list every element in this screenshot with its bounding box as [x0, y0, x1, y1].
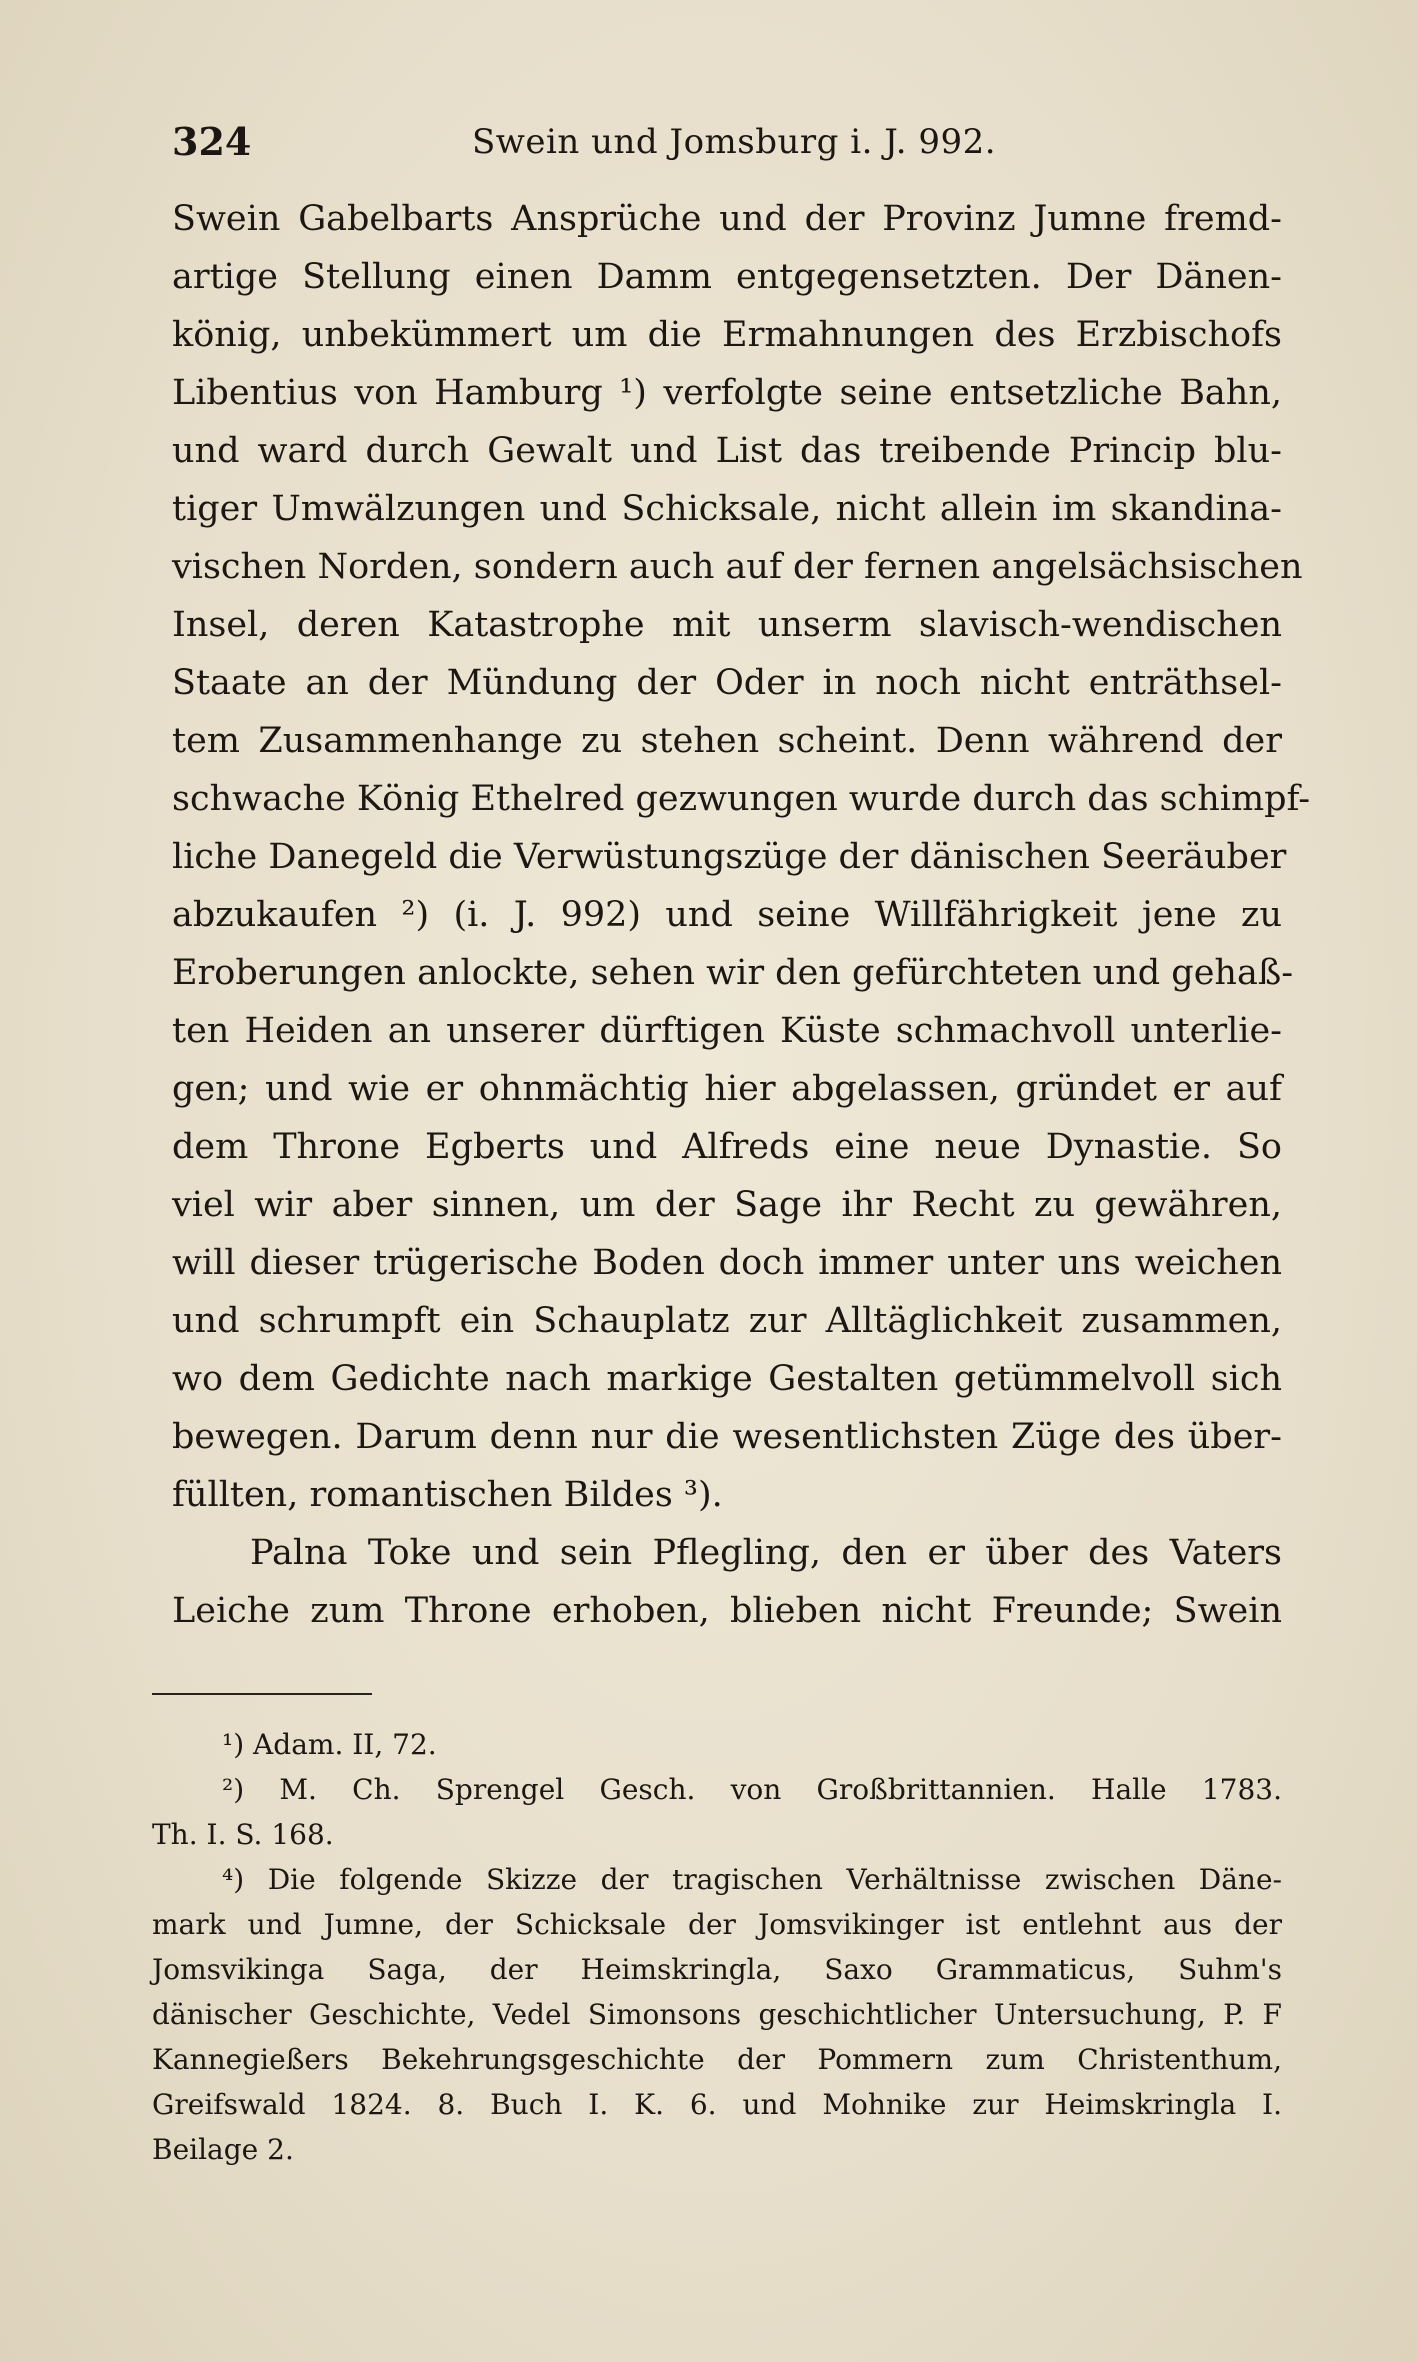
footnote-line: ¹) Adam. II, 72.	[222, 1728, 437, 1761]
footnote-line: Th. I. S. 168.	[152, 1818, 334, 1851]
footnote-line: Kannegießers Bekehrungsgeschichte der Pommern zum Christenthum,	[152, 2043, 1282, 2076]
body-text	[172, 190, 1311, 1640]
page-number: 324	[172, 119, 252, 164]
text-line: Eroberungen anlockte, sehen wir den gefürchteten und gehaß-	[172, 953, 1294, 993]
text-line: abzukaufen ²) (i. J. 992) und seine Willfährigkeit jene zu	[172, 895, 1282, 935]
footnote-rule	[152, 1693, 372, 1695]
text-line: artige Stellung einen Damm entgegensetzten. Der Dänen-	[172, 257, 1282, 297]
footnote-line: Beilage 2.	[152, 2133, 294, 2166]
text-line: vischen Norden, sondern auch auf der fernen angelsächsischen	[172, 547, 1303, 587]
footnote-line: dänischer Geschichte, Vedel Simonsons geschichtlicher Untersuchung, P. F	[152, 1998, 1282, 2031]
text-line: tiger Umwälzungen und Schicksale, nicht allein im skandina-	[172, 489, 1282, 529]
text-line: füllten, romantischen Bildes ³).	[172, 1475, 723, 1515]
running-title: Swein und Jomsburg i. J. 992.	[472, 122, 997, 162]
text-line: wo dem Gedichte nach markige Gestalten getümmelvoll sich	[172, 1359, 1282, 1399]
text-line: Swein Gabelbarts Ansprüche und der Provinz Jumne fremd-	[172, 199, 1282, 239]
text-line: bewegen. Darum denn nur die wesentlichsten Züge des über-	[172, 1417, 1282, 1457]
footnote-line: ²) M. Ch. Sprengel Gesch. von Großbrittannien. Halle 1783.	[222, 1773, 1282, 1806]
text-line: Insel, deren Katastrophe mit unserm slavisch-wendischen	[172, 605, 1282, 645]
text-line: gen; und wie er ohnmächtig hier abgelassen, gründet er auf	[172, 1069, 1282, 1109]
text-line: Leiche zum Throne erhoben, blieben nicht Freunde; Swein	[172, 1591, 1282, 1631]
text-line: ten Heiden an unserer dürftigen Küste schmachvoll unterlie-	[172, 1011, 1282, 1051]
footnote-line: Greifswald 1824. 8. Buch I. K. 6. und Mohnike zur Heimskringla I.	[152, 2088, 1282, 2121]
footnote-line: Jomsvikinga Saga, der Heimskringla, Saxo Grammaticus, Suhm's	[152, 1953, 1282, 1986]
text-line: schwache König Ethelred gezwungen wurde durch das schimpf-	[172, 779, 1311, 819]
text-line: liche Danegeld die Verwüstungszüge der dänischen Seeräuber	[172, 837, 1287, 877]
text-line: Palna Toke und sein Pflegling, den er über des Vaters	[250, 1533, 1282, 1573]
text-line: dem Throne Egberts und Alfreds eine neue Dynastie. So	[172, 1127, 1282, 1167]
text-line: Libentius von Hamburg ¹) verfolgte seine entsetzliche Bahn,	[172, 373, 1282, 413]
text-line: und ward durch Gewalt und List das treibende Princip blu-	[172, 431, 1282, 471]
running-head	[172, 112, 1282, 172]
text-line: könig, unbekümmert um die Ermahnungen des Erzbischofs	[172, 315, 1282, 355]
text-line: viel wir aber sinnen, um der Sage ihr Recht zu gewähren,	[172, 1185, 1282, 1225]
footnotes	[152, 1722, 1282, 2172]
text-line: will dieser trügerische Boden doch immer unter uns weichen	[172, 1243, 1282, 1283]
text-line: tem Zusammenhange zu stehen scheint. Denn während der	[172, 721, 1282, 761]
footnote-line: mark und Jumne, der Schicksale der Jomsvikinger ist entlehnt aus der	[152, 1908, 1282, 1941]
text-line: Staate an der Mündung der Oder in noch nicht enträthsel-	[172, 663, 1282, 703]
footnote-line: ⁴) Die folgende Skizze der tragischen Verhältnisse zwischen Däne-	[222, 1863, 1282, 1896]
text-line: und schrumpft ein Schauplatz zur Alltäglichkeit zusammen,	[172, 1301, 1282, 1341]
